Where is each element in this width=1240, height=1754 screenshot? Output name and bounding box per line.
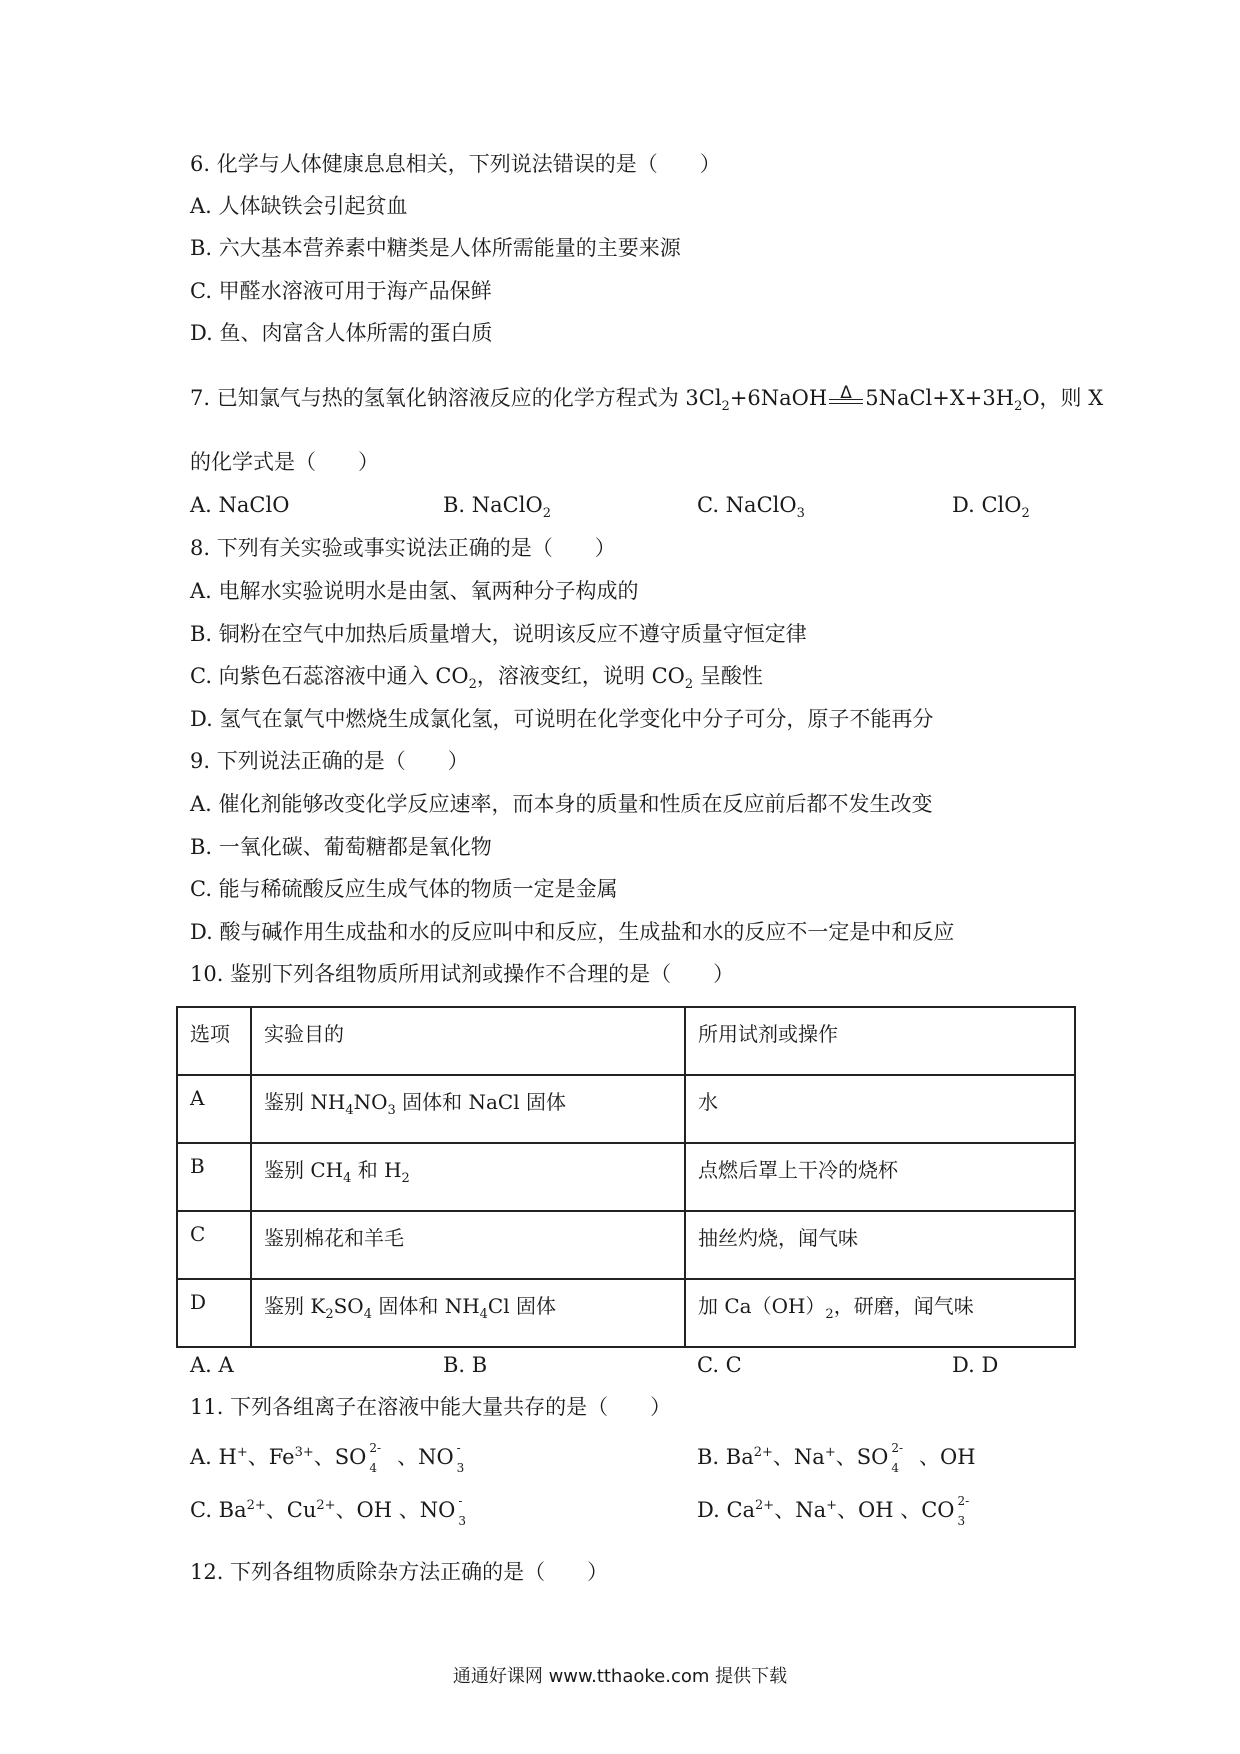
q7-option-d: D. ClO$_2$ [952,493,1030,522]
q11-option-b: B. $Ba^{2+}$、Na+、SO 2- 4 、OH [697,1441,976,1475]
q11-option-a: A. H+、$Fe^{3+}$、SO 2- 4 、NO - 3 [190,1441,465,1475]
q7-option-b: B. NaClO$_2$ [443,493,551,522]
q6-option-c: C. 甲醛水溶液可用于海产品保鲜 [190,279,492,303]
q8-stem: 8. 下列有关实验或事实说法正确的是（ ） [190,536,616,560]
q10-option-c: C. C [697,1353,742,1377]
q9-option-b: B. 一氧化碳、葡萄糖都是氧化物 [190,835,492,859]
q7-stem: 7. 已知氯气与热的氢氧化钠溶液反应的化学方程式为 $3Cl_2+6NaOH$ Δ $5NaCl+X+3H_2O$，则 X [190,383,1104,415]
q6-option-b: B. 六大基本营养素中糖类是人体所需能量的主要来源 [190,236,681,260]
q8-option-a: A. 电解水实验说明水是由氢、氧两种分子构成的 [190,579,639,603]
q8-option-d: D. 氢气在氯气中燃烧生成氯化氢，可说明在化学变化中分子可分，原子不能再分 [190,707,934,731]
table-header-row [177,1007,1075,1075]
q11-option-d: D. $Ca^{2+}$、Na+、OH 、CO 2- 3 [697,1494,970,1528]
q10-option-b: B. B [443,1353,488,1377]
table-header-cell: 所用试剂或操作 [685,1007,1075,1075]
table-cell-method: 点燃后罩上干冷的烧杯 [685,1143,1075,1211]
table-cell-option: D [177,1279,251,1347]
table-cell-method: 加 $Ca(OH)_2$，研磨，闻气味 [685,1279,1075,1347]
q6-option-a: A. 人体缺铁会引起贫血 [190,194,408,218]
q12-stem: 12. 下列各组物质除杂方法正确的是（ ） [190,1560,609,1584]
table-cell-goal: 鉴别棉花和羊毛 [251,1211,685,1279]
table-row [177,1075,1075,1143]
table-row [177,1279,1075,1347]
table-cell-option: C [177,1211,251,1279]
table-cell-option: A [177,1075,251,1143]
q10-table [176,1006,1076,1348]
table-cell-method: 水 [685,1075,1075,1143]
q7-option-c: C. NaClO$_3$ [697,493,805,522]
q9-option-a: A. 催化剂能够改变化学反应速率，而本身的质量和性质在反应前后都不发生改变 [190,792,933,816]
table-cell-goal: 鉴别 $K_2SO_4$ 固体和 $NH_4Cl$ 固体 [251,1279,685,1347]
table-header-cell: 实验目的 [251,1007,685,1075]
q10-option-a: A. A [190,1353,234,1377]
q6-stem: 6. 化学与人体健康息息相关，下列说法错误的是（ ） [190,152,721,176]
q9-stem: 9. 下列说法正确的是（ ） [190,749,469,773]
q9-option-c: C. 能与稀硫酸反应生成气体的物质一定是金属 [190,877,618,901]
q11-stem: 11. 下列各组离子在溶液中能大量共存的是（ ） [190,1395,672,1419]
table-cell-goal: 鉴别 $CH_4$ 和 $H_2$ [251,1143,685,1211]
q8-option-c: C. 向紫色石蕊溶液中通入 $CO_2$，溶液变红，说明 $CO_2$ 呈酸性 [190,664,763,693]
table-header-cell: 选项 [177,1007,251,1075]
table-cell-goal: 鉴别 $NH_4NO_3$ 固体和 NaCl 固体 [251,1075,685,1143]
q8-option-b: B. 铜粉在空气中加热后质量增大，说明该反应不遵守质量守恒定律 [190,622,807,646]
q7-option-a: A. NaClO [190,493,290,517]
q7-stem-cont: 的化学式是（ ） [190,450,379,474]
footer-credit: 通通好课网 www.tthaoke.com 提供下载 [452,1666,788,1687]
table-row [177,1143,1075,1211]
q6-option-d: D. 鱼、肉富含人体所需的蛋白质 [190,321,493,345]
q10-stem: 10. 鉴别下列各组物质所用试剂或操作不合理的是（ ） [190,962,735,986]
table-cell-method: 抽丝灼烧，闻气味 [685,1211,1075,1279]
q10-option-d: D. D [952,1353,999,1377]
q11-option-c: C. $Ba^{2+}$、$Cu^{2+}$、OH 、NO - 3 [190,1494,466,1528]
table-row [177,1211,1075,1279]
table-cell-option: B [177,1143,251,1211]
q9-option-d: D. 酸与碱作用生成盐和水的反应叫中和反应，生成盐和水的反应不一定是中和反应 [190,920,955,944]
